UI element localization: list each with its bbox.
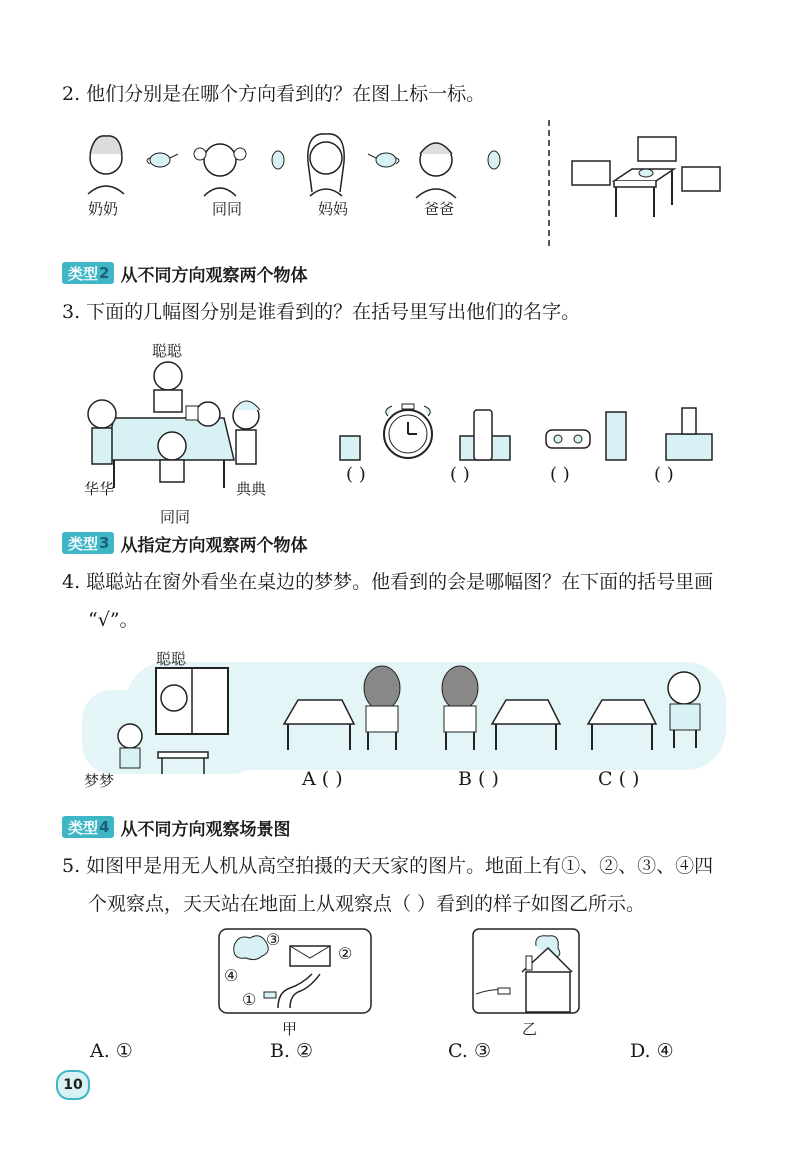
point-4: ④: [224, 966, 239, 985]
type-3-badge: 类型 3: [62, 532, 114, 554]
question-5-line2: 个观察点，天天站在地面上从观察点（ ）看到的样子如图乙所示。: [88, 893, 646, 915]
dad-figure: [416, 143, 456, 198]
view-5: [666, 408, 712, 460]
clock-icon: [196, 402, 220, 426]
question-4-line2: “√”。: [88, 609, 139, 631]
answer-paren-4[interactable]: ( ): [654, 464, 674, 485]
label-grandma: 奶奶: [88, 200, 119, 218]
answer-paren-2[interactable]: ( ): [450, 464, 470, 485]
figure-b-house: [472, 928, 580, 1014]
view-4: [546, 412, 626, 460]
tongtong-figure: [194, 144, 246, 196]
answer-box-left[interactable]: [572, 161, 610, 185]
choice-c[interactable]: C. ③: [448, 1040, 491, 1062]
question-4-line1: 4. 聪聪站在窗外看坐在桌边的梦梦。他看到的会是哪幅图？在下面的括号里画: [62, 571, 714, 593]
q4-illustration: [82, 660, 722, 776]
teapot-icon: [368, 153, 399, 167]
label-tongtong: 同同: [212, 200, 243, 218]
point-1: ①: [242, 990, 257, 1009]
figure-a-label: 甲: [282, 1020, 298, 1038]
option-c-paren[interactable]: C ( ): [598, 768, 640, 790]
type-2-header: [62, 260, 307, 286]
q3-views: [336, 402, 736, 464]
answer-box-top[interactable]: [638, 137, 676, 161]
label-tongtong-q3: 同同: [160, 508, 191, 526]
page-number: 10: [56, 1070, 90, 1100]
grandma-figure: [88, 136, 124, 194]
label-mom: 妈妈: [318, 200, 349, 218]
teapot-icon: [147, 153, 178, 167]
option-b-paren[interactable]: B ( ): [458, 768, 499, 790]
label-diandian: 典典: [236, 480, 267, 498]
congcong-face: [161, 685, 187, 711]
choice-b[interactable]: B. ②: [270, 1040, 314, 1062]
label-dad: 爸爸: [424, 200, 455, 218]
teapot-icon: [639, 169, 653, 177]
answer-box-right[interactable]: [682, 167, 720, 191]
option-a-paren[interactable]: A ( ): [302, 768, 343, 790]
answer-paren-1[interactable]: ( ): [346, 464, 366, 485]
view-2: [384, 404, 432, 458]
question-5-line1: 5. 如图甲是用无人机从高空拍摄的天天家的图片。地面上有①、②、③、④四: [62, 855, 714, 877]
figure-b-label: 乙: [522, 1020, 538, 1038]
dashed-divider: [548, 120, 550, 246]
type-4-badge: 类型 4: [62, 816, 114, 838]
label-congcong: 聪聪: [152, 342, 183, 360]
mom-figure: [308, 134, 344, 196]
label-huahua: 华华: [84, 480, 115, 498]
type-4-title: 从不同方向观察场景图: [120, 819, 291, 840]
point-2: ②: [338, 944, 353, 963]
view-3: [460, 410, 510, 460]
type-4-header: [62, 814, 290, 840]
answer-paren-3[interactable]: ( ): [550, 464, 570, 485]
type-2-badge: 类型 2: [62, 262, 114, 284]
table-diagram: [570, 135, 726, 219]
type-3-title: 从指定方向观察两个物体: [120, 535, 308, 556]
teapot-icon: [488, 151, 500, 169]
label-mengmeng: 梦梦: [84, 772, 115, 790]
choice-d[interactable]: D. ④: [630, 1040, 674, 1062]
teapot-icon: [272, 151, 284, 169]
point-3: ③: [266, 930, 281, 949]
view-1: [340, 436, 360, 460]
type-2-title: 从不同方向观察两个物体: [120, 265, 308, 286]
type-3-header: [62, 530, 307, 556]
question-2-text: 2. 他们分别是在哪个方向看到的？在图上标一标。: [62, 83, 486, 105]
choice-a[interactable]: A. ①: [90, 1040, 133, 1062]
label-congcong-window: 聪聪: [156, 650, 187, 668]
question-3-text: 3. 下面的几幅图分别是谁看到的？在括号里写出他们的名字。: [62, 301, 581, 323]
